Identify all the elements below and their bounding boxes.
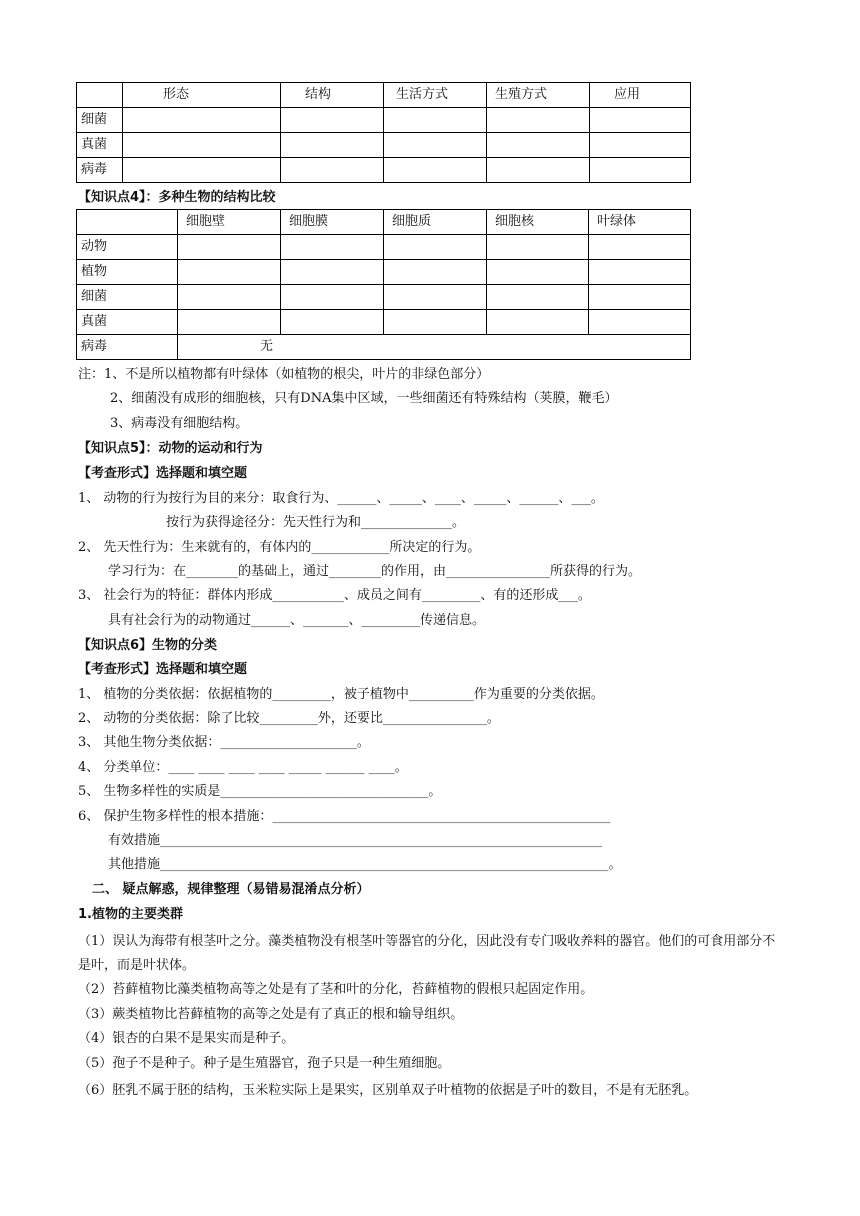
row-label: 植物: [77, 260, 178, 285]
table-header-row: [77, 83, 691, 108]
kp6-form: 【考查形式】选择题和填空题: [78, 662, 248, 677]
kp5-line: 具有社会行为的动物通过______、_______、_________传递信息。: [108, 613, 486, 628]
header-cell: [77, 210, 178, 235]
table-row: [77, 260, 691, 285]
kp5-line: 按行为获得途径分：先天性行为和______________。: [166, 515, 466, 530]
kp6-line: 1、 植物的分类依据：依据植物的_________，被子植物中__________作为重要的分类依据。: [78, 687, 604, 702]
point-item: （6）胚乳不属于胚的结构，玉米粒实际上是果实，区别单双子叶植物的依据是子叶的数目，不是有无胚乳。: [78, 1083, 698, 1098]
kp5-line: 学习行为：在________的基础上，通过________的作用，由________________所获得的行为。: [108, 564, 642, 579]
kp6-line: 2、 动物的分类依据：除了比较_________外，还要比________________。: [78, 711, 500, 726]
subsection-heading: 1.植物的主要类群: [78, 907, 183, 922]
section-heading: 二、 疑点解惑，规律整理（易错易混淆点分析）: [92, 882, 370, 897]
header-cell: 细胞膜: [281, 210, 384, 235]
note-line: 3、病毒没有细胞结构。: [110, 416, 249, 431]
kp6-line: 6、 保护生物多样性的根本措施：____________________________________________________: [78, 809, 611, 824]
point-item: （3）蕨类植物比苔藓植物的高等之处是有了真正的根和输导组织。: [78, 1007, 464, 1022]
header-cell: 细胞质: [384, 210, 487, 235]
header-cell: 应用: [590, 83, 691, 108]
table-row: [77, 285, 691, 310]
header-cell: 细胞核: [487, 210, 589, 235]
point-item: （5）孢子不是种子。种子是生殖器官，孢子只是一种生殖细胞。: [78, 1056, 451, 1071]
kp4-heading: 【知识点4】：多种生物的结构比较: [78, 190, 276, 205]
header-cell: [77, 83, 123, 108]
table-microbe-comparison: [76, 82, 691, 183]
table-header-row: [77, 210, 691, 235]
kp6-line: 其他措施_____________________________________________________________________。: [108, 857, 622, 872]
row-label: 真菌: [77, 310, 178, 335]
kp5-heading: 【知识点5】：动物的运动和行为: [78, 441, 263, 456]
header-cell: 细胞壁: [178, 210, 281, 235]
header-cell: 叶绿体: [589, 210, 691, 235]
row-label: 细菌: [77, 285, 178, 310]
virus-merged-cell: 无: [178, 335, 691, 360]
table-row: [77, 158, 691, 183]
table-row: [77, 133, 691, 158]
row-label: 真菌: [77, 133, 123, 158]
row-label: 病毒: [77, 158, 123, 183]
note-line: 注：1、不是所以植物都有叶绿体（如植物的根尖，叶片的非绿色部分）: [78, 367, 490, 382]
kp5-line: 3、 社会行为的特征：群体内形成___________、成员之间有_________、有的还形成___。: [78, 588, 591, 603]
kp6-line: 有效措施____________________________________________________________________: [108, 833, 603, 848]
kp6-line: 4、 分类单位：____ ____ ____ ____ _____ ______ ____。: [78, 760, 408, 775]
table-row: [77, 235, 691, 260]
kp6-line: 5、 生物多样性的实质是________________________________。: [78, 784, 442, 799]
kp5-line: 1、 动物的行为按行为目的来分：取食行为、______、_____、____、_____、______、___。: [78, 491, 604, 506]
kp5-form: 【考查形式】选择题和填空题: [78, 466, 248, 481]
header-cell: 生活方式: [384, 83, 487, 108]
point-item: （4）银杏的白果不是果实而是种子。: [78, 1031, 295, 1046]
header-cell: 结构: [281, 83, 384, 108]
table-row: [77, 335, 691, 360]
point-item: （2）苔藓植物比藻类植物高等之处是有了茎和叶的分化，苔藓植物的假根只起固定作用。: [78, 982, 594, 997]
table-row: [77, 310, 691, 335]
kp6-line: 3、 其他生物分类依据：_____________________。: [78, 735, 370, 750]
point-item: （1）误认为海带有根茎叶之分。藻类植物没有根茎叶等器官的分化，因此没有专门吸收养料的器官。他们的可食用部分不是叶，而是叶状体。: [78, 934, 776, 973]
row-label: 动物: [77, 235, 178, 260]
table-row: [77, 108, 691, 133]
kp5-line: 2、 先天性行为：生来就有的，有体内的____________所决定的行为。: [78, 540, 481, 555]
table-structure-comparison: [76, 209, 691, 360]
header-cell: 生殖方式: [487, 83, 590, 108]
header-cell: 形态: [123, 83, 281, 108]
note-line: 2、细菌没有成形的细胞核，只有DNA集中区域，一些细菌还有特殊结构（荚膜，鞭毛）: [110, 391, 618, 406]
row-label: 细菌: [77, 108, 123, 133]
kp6-heading: 【知识点6】生物的分类: [78, 638, 218, 653]
row-label: 病毒: [77, 335, 178, 360]
